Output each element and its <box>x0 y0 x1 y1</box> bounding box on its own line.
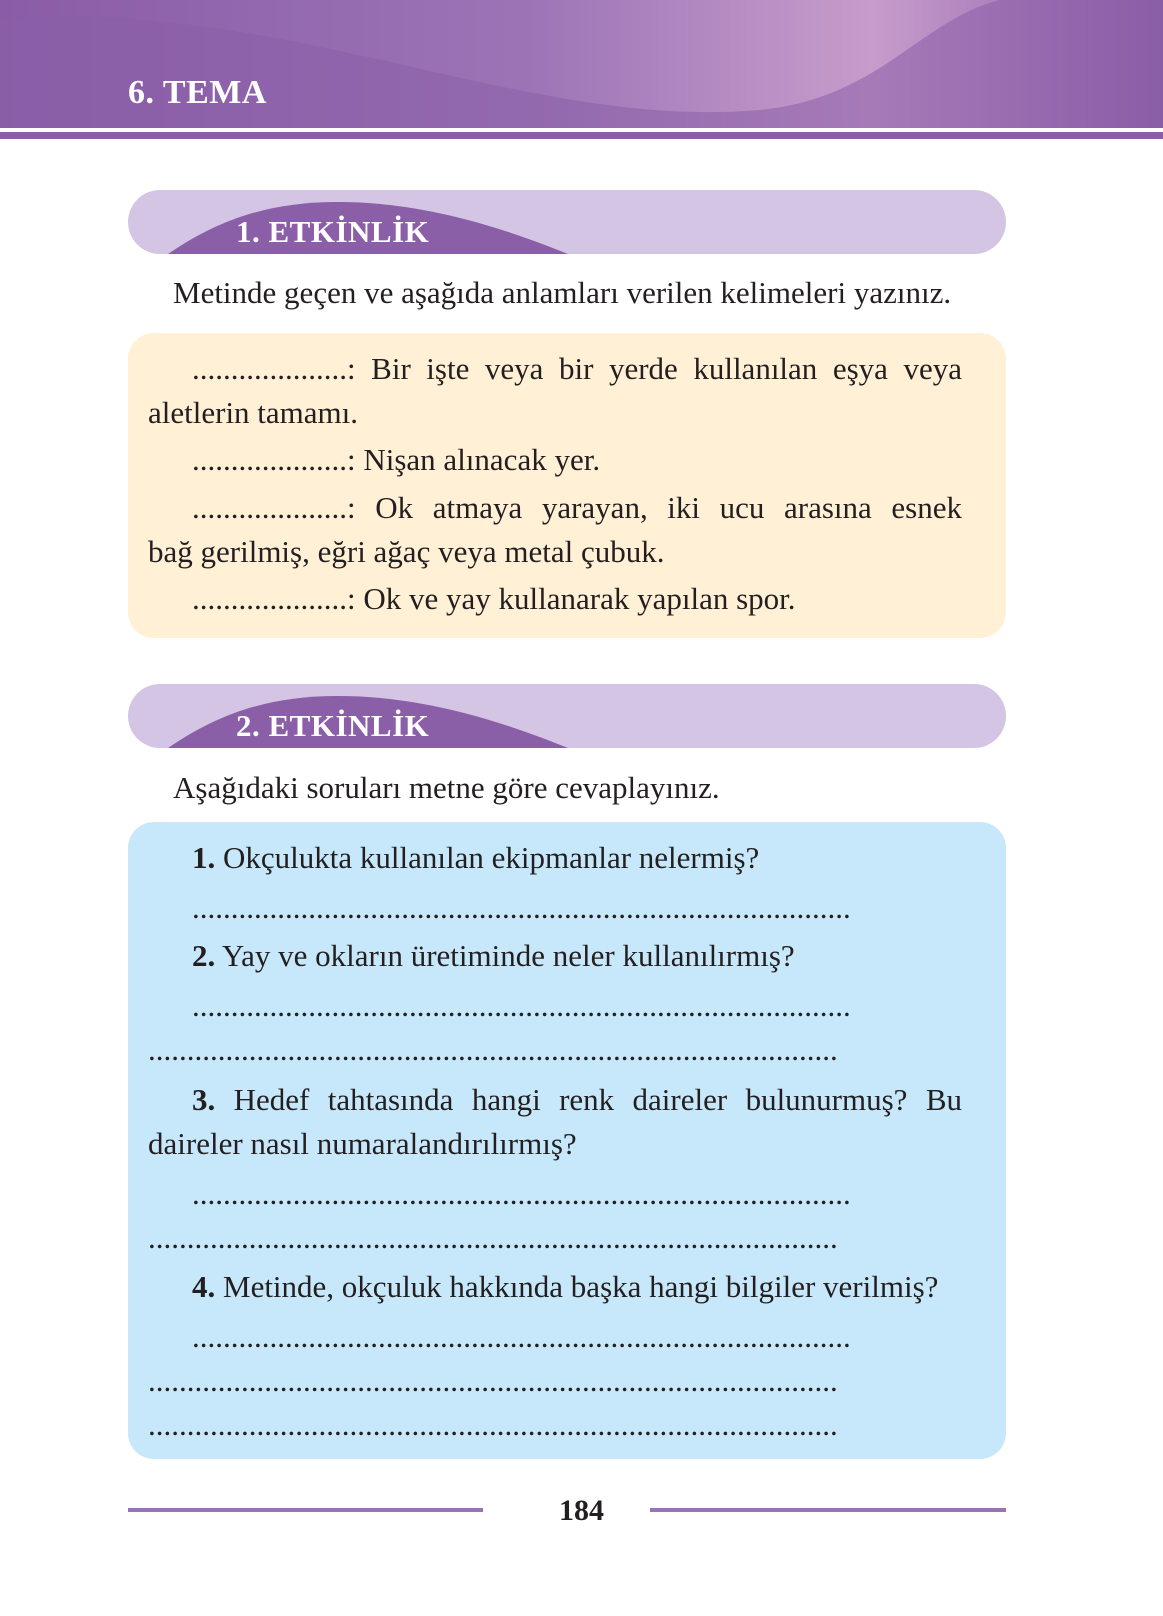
activity-1-instruction: Metinde geçen ve aşağıda anlamları verilen kelimeleri yazınız. <box>173 275 952 310</box>
question-number: 4. <box>192 1269 216 1304</box>
answer-line[interactable]: ..................................................................................... <box>192 1319 851 1354</box>
footer-divider-right <box>650 1508 1006 1512</box>
definition-1-line-2: aletlerin tamamı. <box>148 395 359 430</box>
definition-3-line-1: ....................: Ok atmaya yarayan, iki ucu arasına esnek <box>192 490 962 525</box>
question-text: Hedef tahtasında hangi renk daireler bulunurmuş? Bu <box>233 1082 963 1117</box>
question-text: Yay ve okların üretiminde neler kullanılırmış? <box>221 938 795 973</box>
question-3-continuation: daireler nasıl numaralandırılırmış? <box>148 1126 577 1161</box>
answer-line[interactable]: ..................................................................................... <box>192 1176 851 1211</box>
question-number: 3. <box>192 1082 216 1117</box>
answer-line[interactable]: ..................................................................................... <box>192 988 851 1023</box>
theme-title: 6. TEMA <box>128 74 267 111</box>
question-text: Okçulukta kullanılan ekipmanlar nelermiş? <box>223 840 760 875</box>
definitions-box <box>128 333 1006 638</box>
page-header <box>0 0 1163 150</box>
definition-3-line-2: bağ gerilmiş, eğri ağaç veya metal çubuk. <box>148 534 665 569</box>
activity-2-banner <box>128 684 1006 748</box>
definition-1-line-1: ....................: Bir işte veya bir yerde kullanılan eşya veya <box>192 351 962 386</box>
question-4 <box>192 1265 938 1309</box>
answer-line[interactable]: ......................................................................................... <box>148 1407 838 1442</box>
answer-line[interactable]: ......................................................................................... <box>148 1220 838 1255</box>
activity-2-instruction: Aşağıdaki soruları metne göre cevaplayınız. <box>173 770 720 805</box>
activity-1-banner <box>128 190 1006 254</box>
activity-1-title: 1. ETKİNLİK <box>236 214 430 249</box>
activity-2-title: 2. ETKİNLİK <box>236 708 430 743</box>
answer-line[interactable]: ..................................................................................... <box>192 890 851 925</box>
question-1 <box>192 836 759 880</box>
question-number: 1. <box>192 840 216 875</box>
questions-box <box>128 822 1006 1459</box>
answer-line[interactable]: ......................................................................................... <box>148 1363 838 1398</box>
question-2 <box>192 934 795 978</box>
page-number: 184 <box>559 1494 604 1527</box>
question-3 <box>192 1078 962 1122</box>
question-text: Metinde, okçuluk hakkında başka hangi bilgiler verilmiş? <box>223 1269 939 1304</box>
definition-4-line-1: ....................: Ok ve yay kullanarak yapılan spor. <box>192 581 796 616</box>
question-number: 2. <box>192 938 216 973</box>
answer-line[interactable]: ......................................................................................... <box>148 1032 838 1067</box>
definition-2-line-1: ....................: Nişan alınacak yer. <box>192 442 601 477</box>
